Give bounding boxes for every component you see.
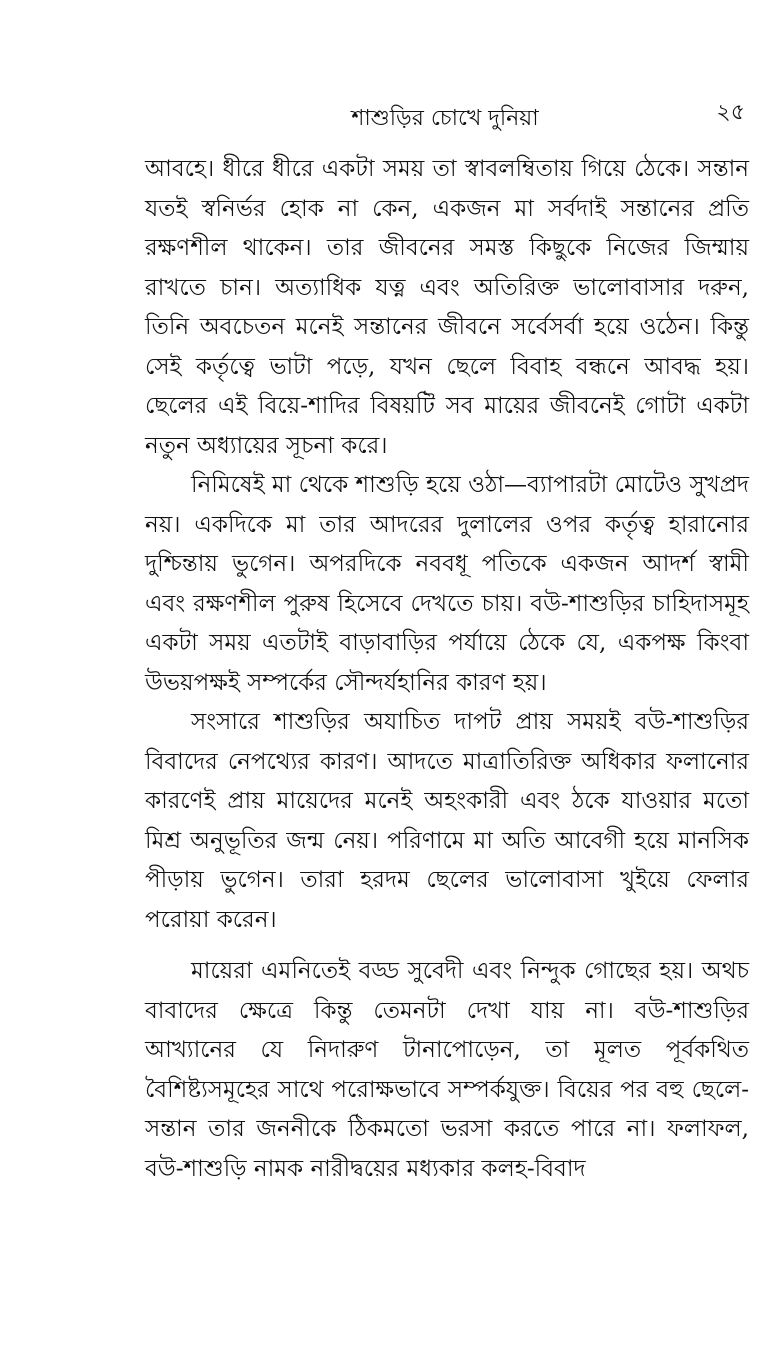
running-title: শাশুড়ির চোখে দুনিয়া xyxy=(351,106,539,131)
paragraph-3: সংসারে শাশুড়ির অযাচিত দাপট প্রায় সময়ই বউ-শাশুড়ির বিবাদের নেপথ্যের কারণ। আদতে মাত্রাতিরিক্ত অধিকার ফলানোর কারণেই প্রায় মায়েদের মনেই অহংকারী এবং ঠকে যাওয়ার মতো মিশ্র অনুভূতির জন্ম নেয়। পরিণামে মা অতি আবেগী হয়ে মানসিক পীড়ায় ভুগেন। তারা হরদম ছেলের ভালোবাসা খুইয়ে ফেলার পরোয়া করেন। xyxy=(145,709,749,933)
paragraph-2: নিমিষেই মা থেকে শাশুড়ি হয়ে ওঠা—ব্যাপারটা মোটেও সুখপ্রদ নয়। একদিকে মা তার আদরের দুলালের ওপর কর্তৃত্ব হারানোর দুশ্চিন্তায় ভুগেন। অপরদিকে নববধূ পতিকে একজন আদর্শ স্বামী এবং রক্ষণশীল পুরুষ হিসেবে দেখতে চায়। বউ-শাশুড়ির চাহিদাসমূহ একটা সময় এতটাই বাড়াবাড়ির পর্যায়ে ঠেকে যে, একপক্ষ কিংবা উভয়পক্ষই সম্পর্কের সৌন্দর্যহানির কারণ হয়। xyxy=(145,472,749,696)
paragraph-4: মায়েরা এমনিতেই বড্ড সুবেদী এবং নিন্দুক গোছের হয়। অথচ বাবাদের ক্ষেত্রে কিন্তু তেমনটা দেখা যায় না। বউ-শাশুড়ির আখ্যানের যে নিদারুণ টানাপোড়েন, তা মূলত পূর্বকথিত বৈশিষ্ট্যসমূহের সাথে পরোক্ষভাবে সম্পর্কযুক্ত। বিয়ের পর বহু ছেলে-সন্তান তার জননীকে ঠিকমতো ভরসা করতে পারে না। ফলাফল, বউ-শাশুড়ি নামক নারীদ্বয়ের মধ্যকার কলহ-বিবাদ xyxy=(145,958,749,1182)
page-number: ২৫ xyxy=(716,100,745,125)
paragraph-1: আবহে। ধীরে ধীরে একটা সময় তা স্বাবলম্বিতায় গিয়ে ঠেকে। সন্তান যতই স্বনির্ভর হোক না কেন, একজন মা সর্বদাই সন্তানের প্রতি রক্ষণশীল থাকেন। তার জীবনের সমস্ত কিছুকে নিজের জিম্মায় রাখতে চান। অত্যাধিক যত্ন এবং অতিরিক্ত ভালোবাসার দরুন, তিনি অবচেতন মনেই সন্তানের জীবনে সর্বেসর্বা হয়ে ওঠেন। কিন্তু সেই কর্তৃত্বে ভাটা পড়ে, যখন ছেলে বিবাহ বন্ধনে আবদ্ধ হয়। ছেলের এই বিয়ে-শাদির বিষয়টি সব মায়ের জীবনেই গোটা একটা নতুন অধ্যায়ের সূচনা করে। xyxy=(145,156,749,459)
running-header xyxy=(145,98,745,138)
body-text xyxy=(145,150,749,1189)
